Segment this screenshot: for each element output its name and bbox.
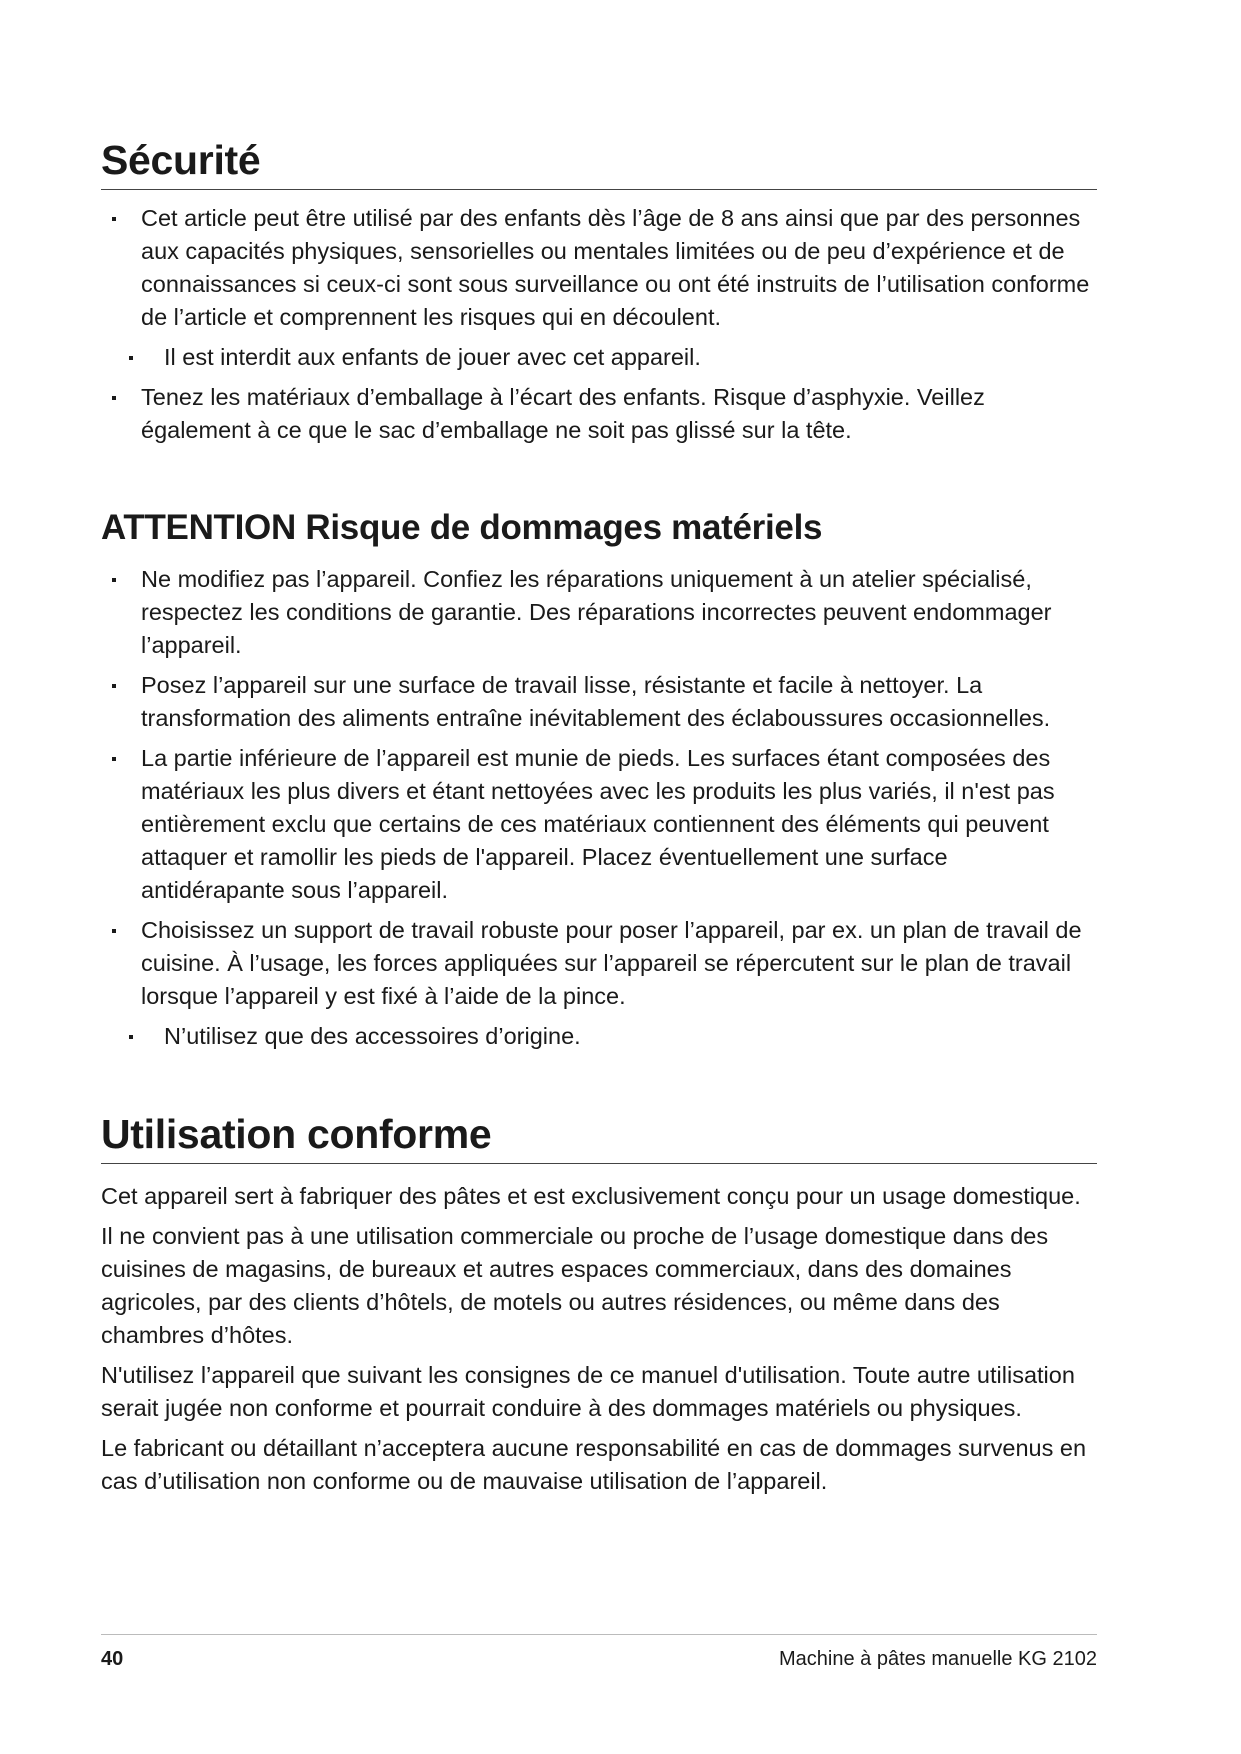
document-page	[101, 0, 1097, 1754]
section-utilisation	[101, 1112, 1097, 1164]
list-item: Choisissez un support de travail robuste pour poser l’appareil, par ex. un plan de travail de cuisine. À l’usage, les forces appliquées sur l’appareil se répercutent sur le plan de travail lorsque l’appareil y est fixé à l’aide de la pince.	[101, 914, 1097, 1013]
securite-list	[101, 202, 1097, 454]
bullet-icon	[112, 578, 116, 582]
list-item: Posez l’appareil sur une surface de travail lisse, résistante et facile à nettoyer. La transformation des aliments entraîne inévitablement des éclaboussures occasionnelles.	[101, 669, 1097, 735]
footer-divider	[101, 1634, 1097, 1635]
section-securite	[101, 138, 1097, 190]
bullet-icon	[129, 1035, 133, 1039]
bullet-icon	[112, 929, 116, 933]
list-item: La partie inférieure de l’appareil est munie de pieds. Les surfaces étant composées des matériaux les plus divers et étant nettoyées avec les produits les plus variés, il n'est pas entièrement exclu que certains de ces matériaux contiennent des éléments qui peuvent attaquer et ramollir les pieds de l'appareil. Placez éventuellement une surface antidérapante sous l’appareil.	[101, 742, 1097, 907]
paragraph: Cet appareil sert à fabriquer des pâtes et est exclusivement conçu pour un usage domestique.	[101, 1183, 1081, 1209]
title-divider	[101, 189, 1097, 190]
list-item: Tenez les matériaux d’emballage à l’écart des enfants. Risque d’asphyxie. Veillez également à ce que le sac d’emballage ne soit pas glissé sur la tête.	[101, 381, 1097, 447]
list-item: Il est interdit aux enfants de jouer avec cet appareil.	[101, 341, 1097, 374]
bullet-icon	[112, 684, 116, 688]
paragraph: N'utilisez l’appareil que suivant les consignes de ce manuel d'utilisation. Toute autre utilisation serait jugée non conforme et pourrait conduire à des dommages matériels ou physiques.	[101, 1362, 1075, 1421]
section-title-securite: Sécurité	[101, 137, 261, 183]
list-item: N’utilisez que des accessoires d’origine.	[101, 1020, 1097, 1053]
bullet-icon	[112, 757, 116, 761]
attention-list	[101, 563, 1097, 1060]
title-divider	[101, 1163, 1097, 1164]
section-title-attention: ATTENTION Risque de dommages matériels	[101, 508, 823, 547]
utilisation-body	[101, 1180, 1097, 1505]
list-item: Ne modifiez pas l’appareil. Confiez les réparations uniquement à un atelier spécialisé, respectez les conditions de garantie. Des réparations incorrectes peuvent endommager l’appareil.	[101, 563, 1097, 662]
list-item: Cet article peut être utilisé par des enfants dès l’âge de 8 ans ainsi que par des personnes aux capacités physiques, sensorielles ou mentales limitées ou de peu d’expérience et de connaissances si ceux-ci sont sous surveillance ou ont été instruits de l’utilisation conforme de l’article et comprennent les risques qui en découlent.	[101, 202, 1097, 334]
bullet-icon	[112, 396, 116, 400]
section-title-utilisation: Utilisation conforme	[101, 1111, 492, 1157]
bullet-icon	[112, 217, 116, 221]
page-number: 40	[101, 1648, 124, 1670]
paragraph: Il ne convient pas à une utilisation commerciale ou proche de l’usage domestique dans des cuisines de magasins, de bureaux et autres espaces commerciaux, dans des domaines agricoles, par des clients d’hôtels, de motels ou autres résidences, ou même dans des chambres d’hôtes.	[101, 1223, 1049, 1348]
page-footer	[101, 1648, 1097, 1671]
product-name: Machine à pâtes manuelle KG 2102	[779, 1648, 1097, 1670]
paragraph: Le fabricant ou détaillant n’acceptera aucune responsabilité en cas de dommages survenus en cas d’utilisation non conforme ou de mauvaise utilisation de l’appareil.	[101, 1435, 1087, 1494]
bullet-icon	[129, 356, 133, 360]
